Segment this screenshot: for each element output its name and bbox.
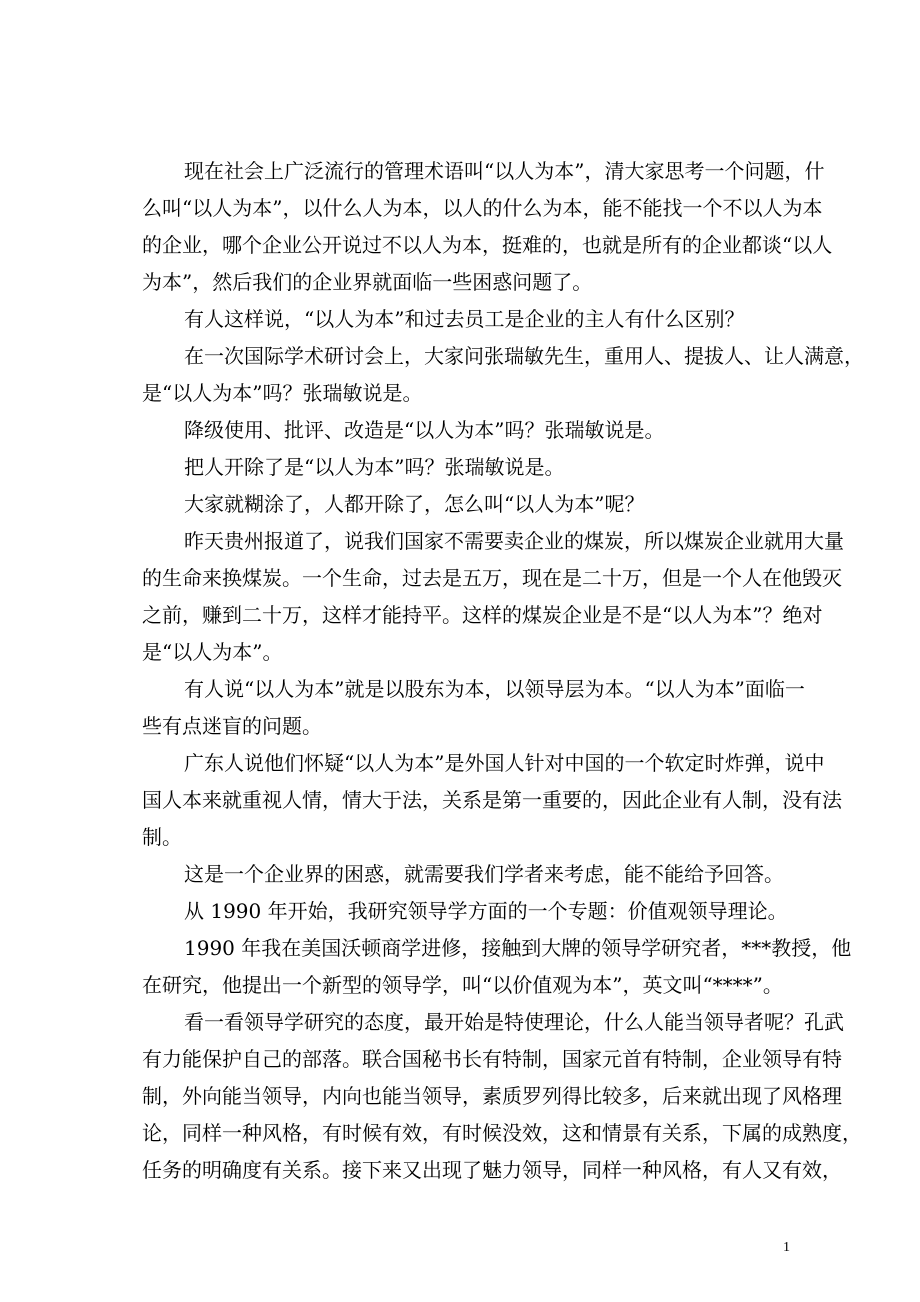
text-line: 这是一个企业界的困惑，就需要我们学者来考虑，能不能给予回答。 <box>184 862 784 886</box>
text-line: 是“以人为本”。 <box>142 640 283 664</box>
text-line: 论，同样一种风格，有时候有效，有时候没效，这和情景有关系，下属的成熟度， <box>142 1121 862 1145</box>
text-line: 有人这样说，“以人为本”和过去员工是企业的主人有什么区别？ <box>184 307 745 331</box>
text-line: 降级使用、批评、改造是“以人为本”吗？张瑞敏说是。 <box>184 418 665 442</box>
paragraph <box>142 338 864 412</box>
paragraph <box>142 930 852 1004</box>
paragraph <box>142 523 844 671</box>
text-line: 些有点迷盲的问题。 <box>142 714 322 738</box>
text-line: 之前，赚到二十万，这样才能持平。这样的煤炭企业是不是“以人为本”？绝对 <box>142 603 823 627</box>
text-line: 的生命来换煤炭。一个生命，过去是五万，现在是二十万，但是一个人在他毁灭 <box>142 566 842 590</box>
paragraph <box>142 856 800 893</box>
text-line: 在研究，他提出一个新型的领导学，叫“以价值观为本”，英文叫“****”。 <box>142 973 783 997</box>
text-line: 有力能保护自己的部落。联合国秘书长有特制，国家元首有特制，企业领导有特 <box>142 1047 842 1071</box>
paragraph <box>142 301 800 338</box>
text-line: 制。 <box>142 825 182 849</box>
text-line: 在一次国际学术研讨会上，大家问张瑞敏先生，重用人、提拔人、让人满意， <box>184 344 864 368</box>
text-line: 是“以人为本”吗？张瑞敏说是。 <box>142 381 423 405</box>
text-line: 任务的明确度有关系。接下来又出现了魅力领导，同样一种风格，有人又有效， <box>142 1158 842 1182</box>
text-line: 看一看领导学研究的态度，最开始是特使理论，什么人能当领导者呢？孔武 <box>184 1010 844 1034</box>
text-line: 为本”，然后我们的企业界就面临一些困惑问题了。 <box>142 270 593 294</box>
text-line: 1990 年我在美国沃顿商学进修，接触到大牌的领导学研究者，***教授，他 <box>184 936 852 960</box>
text-line: 从 1990 年开始，我研究领导学方面的一个专题：价值观领导理论。 <box>184 899 788 923</box>
text-line: 的企业，哪个企业公开说过不以人为本，挺难的，也就是所有的企业都谈“以人 <box>142 233 833 257</box>
text-line: 昨天贵州报道了，说我们国家不需要卖企业的煤炭，所以煤炭企业就用大量 <box>184 529 844 553</box>
document-body <box>142 153 864 1189</box>
paragraph <box>142 449 800 486</box>
paragraph <box>142 153 833 301</box>
paragraph <box>142 1004 862 1189</box>
text-line: 有人说“以人为本”就是以股东为本，以领导层为本。“以人为本”面临一 <box>184 677 805 701</box>
text-line: 大家就糊涂了，人都开除了，怎么叫“以人为本”呢？ <box>184 492 645 516</box>
page-number: 1 <box>783 1240 790 1255</box>
text-line: 广东人说他们怀疑“以人为本”是外国人针对中国的一个软定时炸弹，说中 <box>184 751 825 775</box>
paragraph <box>142 745 842 856</box>
text-line: 现在社会上广泛流行的管理术语叫“以人为本”，清大家思考一个问题，什 <box>184 159 825 183</box>
text-line: 么叫“以人为本”，以什么人为本，以人的什么为本，能不能找一个不以人为本 <box>142 196 823 220</box>
paragraph <box>142 893 800 930</box>
text-line: 制，外向能当领导，内向也能当领导，素质罗列得比较多，后来就出现了风格理 <box>142 1084 842 1108</box>
paragraph <box>142 486 800 523</box>
paragraph <box>142 671 805 745</box>
paragraph <box>142 412 800 449</box>
text-line: 把人开除了是“以人为本”吗？张瑞敏说是。 <box>184 455 565 479</box>
text-line: 国人本来就重视人情，情大于法，关系是第一重要的，因此企业有人制，没有法 <box>142 788 842 812</box>
